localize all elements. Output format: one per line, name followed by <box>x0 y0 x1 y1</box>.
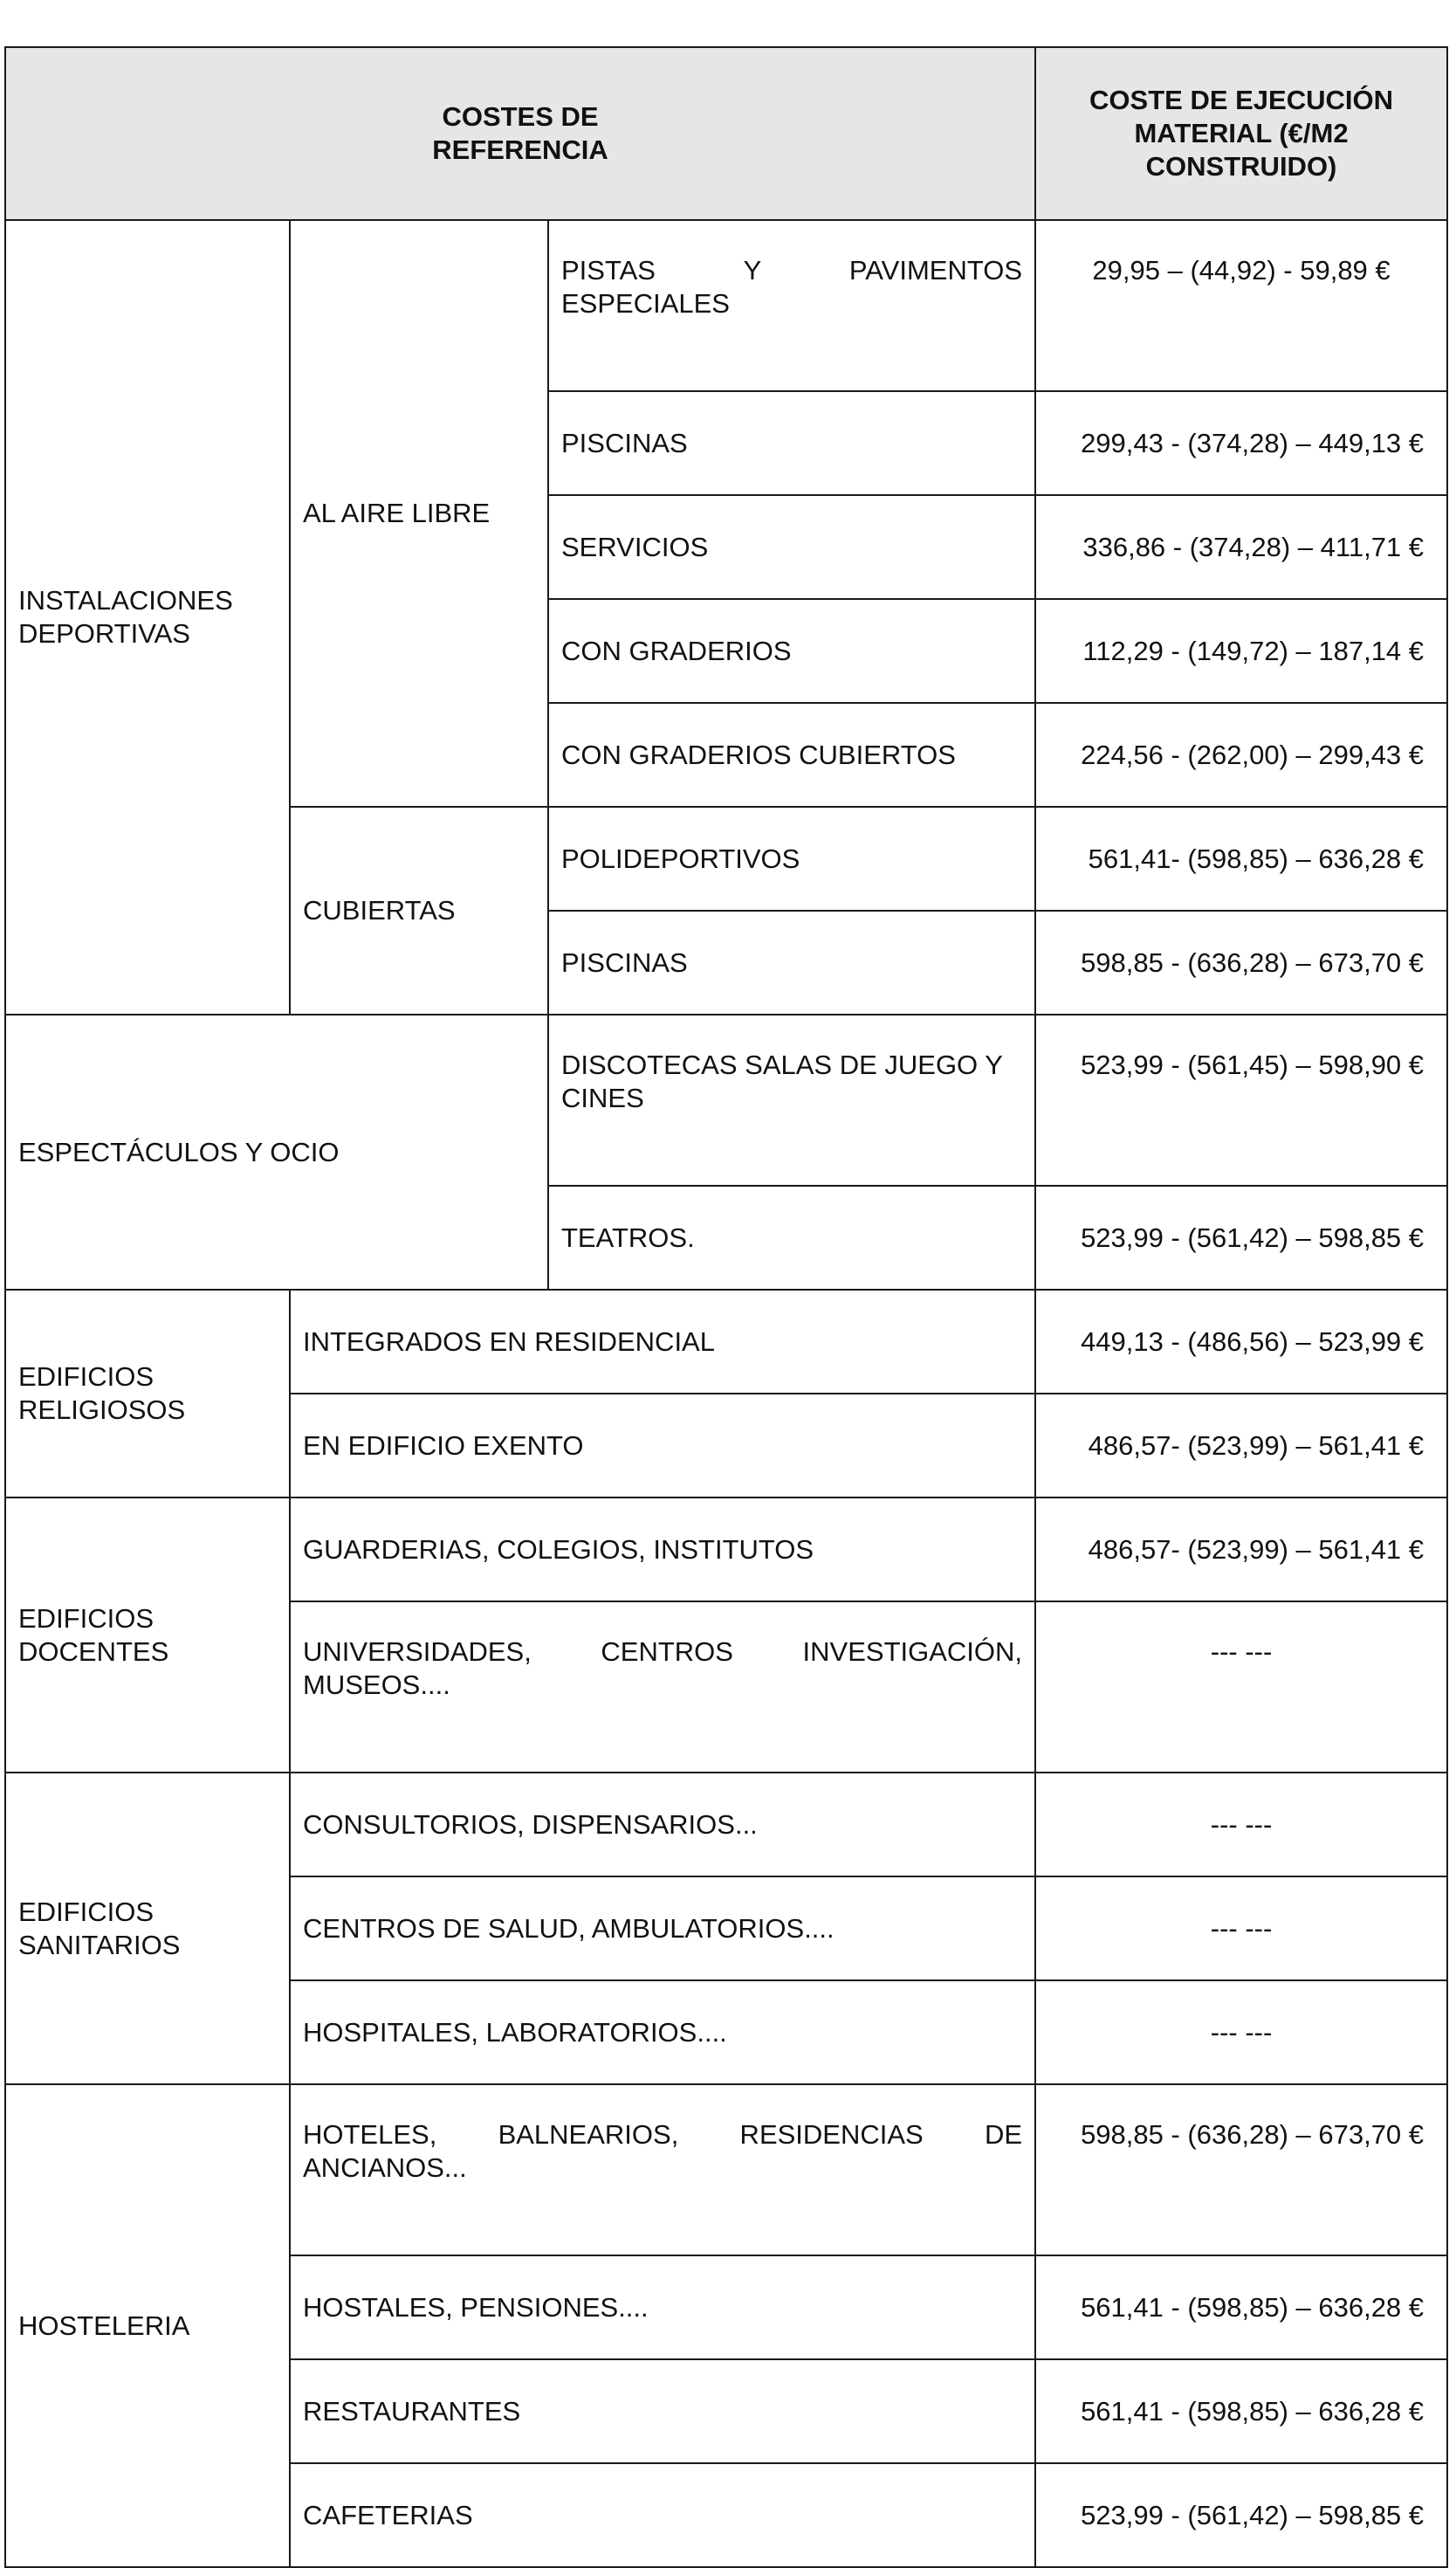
item-cell: HOSTALES, PENSIONES.... <box>290 2255 1035 2359</box>
header-coste-ejecucion: COSTE DE EJECUCIÓN MATERIAL (€/M2 CONSTRUIDO) <box>1035 47 1447 220</box>
item-cell: HOTELES, BALNEARIOS, RESIDENCIAS DE ANCIANOS... <box>290 2084 1035 2255</box>
item-cell: POLIDEPORTIVOS <box>548 807 1035 911</box>
cost-cell: 112,29 - (149,72) – 187,14 € <box>1035 599 1447 703</box>
cost-cell: --- --- <box>1035 1601 1447 1773</box>
group-edificios-docentes: EDIFICIOS DOCENTES <box>5 1497 290 1773</box>
item-cell: PISCINAS <box>548 911 1035 1015</box>
cost-cell: 598,85 - (636,28) – 673,70 € <box>1035 2084 1447 2255</box>
reference-cost-table <box>4 46 1448 2568</box>
item-cell: CENTROS DE SALUD, AMBULATORIOS.... <box>290 1876 1035 1980</box>
table-row <box>5 220 1447 391</box>
group-hosteleria: HOSTELERIA <box>5 2084 290 2567</box>
cost-cell: 449,13 - (486,56) – 523,99 € <box>1035 1290 1447 1394</box>
item-cell: CON GRADERIOS <box>548 599 1035 703</box>
group-instalaciones-deportivas: INSTALACIONES DEPORTIVAS <box>5 220 290 1015</box>
cost-cell: 486,57- (523,99) – 561,41 € <box>1035 1394 1447 1497</box>
item-cell: CONSULTORIOS, DISPENSARIOS... <box>290 1773 1035 1876</box>
cost-cell: --- --- <box>1035 1876 1447 1980</box>
header-costes-referencia: COSTES DE REFERENCIA <box>5 47 1035 220</box>
cost-cell: 299,43 - (374,28) – 449,13 € <box>1035 391 1447 495</box>
table-row <box>5 1015 1447 1186</box>
item-cell: RESTAURANTES <box>290 2359 1035 2463</box>
cost-cell: 561,41- (598,85) – 636,28 € <box>1035 807 1447 911</box>
table-row <box>5 2084 1447 2255</box>
item-cell: PISCINAS <box>548 391 1035 495</box>
item-cell: CAFETERIAS <box>290 2463 1035 2567</box>
cost-cell: --- --- <box>1035 1773 1447 1876</box>
cost-cell: 523,99 - (561,42) – 598,85 € <box>1035 1186 1447 1290</box>
cost-cell: 523,99 - (561,45) – 598,90 € <box>1035 1015 1447 1186</box>
group-edificios-religiosos: EDIFICIOS RELIGIOSOS <box>5 1290 290 1497</box>
item-cell: UNIVERSIDADES, CENTROS INVESTIGACIÓN, MUSEOS.... <box>290 1601 1035 1773</box>
item-cell: DISCOTECAS SALAS DE JUEGO Y CINES <box>548 1015 1035 1186</box>
table-row <box>5 1773 1447 1876</box>
cost-cell: 486,57- (523,99) – 561,41 € <box>1035 1497 1447 1601</box>
table-row <box>5 1497 1447 1601</box>
subgroup-cubiertas: CUBIERTAS <box>290 807 548 1015</box>
cost-cell: 561,41 - (598,85) – 636,28 € <box>1035 2255 1447 2359</box>
item-cell: HOSPITALES, LABORATORIOS.... <box>290 1980 1035 2084</box>
item-cell: INTEGRADOS EN RESIDENCIAL <box>290 1290 1035 1394</box>
cost-cell: 598,85 - (636,28) – 673,70 € <box>1035 911 1447 1015</box>
subgroup-al-aire-libre: AL AIRE LIBRE <box>290 220 548 807</box>
group-edificios-sanitarios: EDIFICIOS SANITARIOS <box>5 1773 290 2084</box>
cost-cell: 29,95 – (44,92) - 59,89 € <box>1035 220 1447 391</box>
cost-cell: --- --- <box>1035 1980 1447 2084</box>
cost-cell: 523,99 - (561,42) – 598,85 € <box>1035 2463 1447 2567</box>
group-espectaculos-ocio: ESPECTÁCULOS Y OCIO <box>5 1015 548 1290</box>
item-cell: CON GRADERIOS CUBIERTOS <box>548 703 1035 807</box>
item-cell: TEATROS. <box>548 1186 1035 1290</box>
cost-cell: 561,41 - (598,85) – 636,28 € <box>1035 2359 1447 2463</box>
table-row <box>5 1290 1447 1394</box>
item-cell: SERVICIOS <box>548 495 1035 599</box>
item-cell: GUARDERIAS, COLEGIOS, INSTITUTOS <box>290 1497 1035 1601</box>
item-cell: PISTAS Y PAVIMENTOS ESPECIALES <box>548 220 1035 391</box>
cost-cell: 336,86 - (374,28) – 411,71 € <box>1035 495 1447 599</box>
item-cell: EN EDIFICIO EXENTO <box>290 1394 1035 1497</box>
cost-cell: 224,56 - (262,00) – 299,43 € <box>1035 703 1447 807</box>
